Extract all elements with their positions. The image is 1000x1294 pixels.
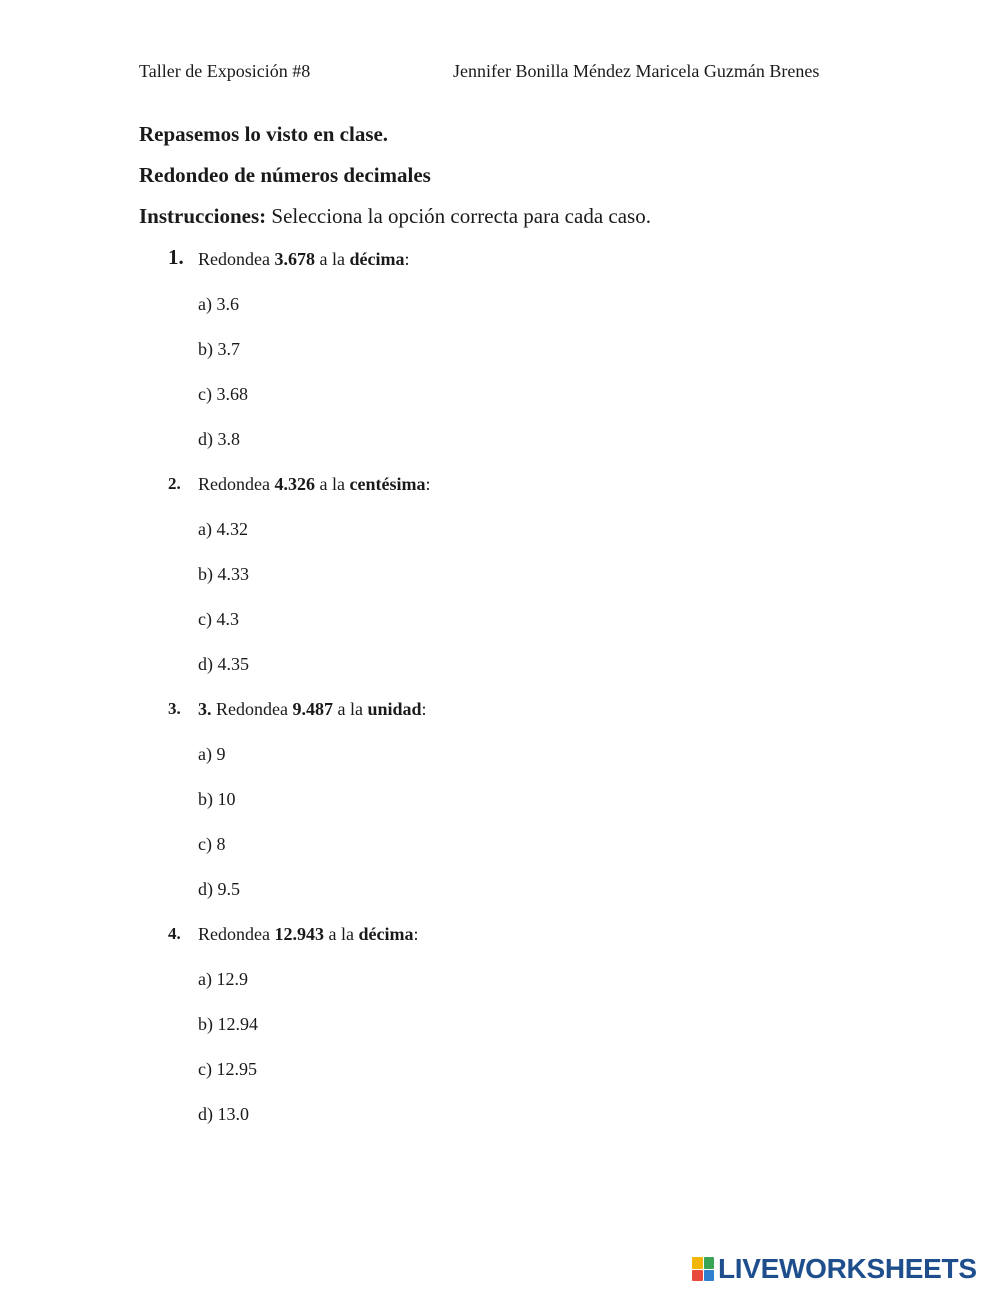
liveworksheets-logo-icon [692, 1257, 714, 1281]
question-value: 4.326 [274, 474, 315, 494]
option-b[interactable]: b) 3.7 [198, 339, 240, 359]
logo-square-3 [692, 1270, 703, 1282]
option-b[interactable]: b) 4.33 [198, 564, 249, 584]
option-d[interactable]: d) 4.35 [198, 654, 249, 674]
option-d[interactable]: d) 9.5 [198, 879, 240, 899]
option-c[interactable]: c) 8 [198, 834, 226, 854]
question-text [198, 923, 418, 945]
option-a[interactable]: a) 3.6 [198, 294, 239, 314]
question-verb: Redondea [198, 249, 275, 269]
option-a[interactable]: a) 12.9 [198, 969, 248, 989]
instructions-text: Selecciona la opción correcta para cada caso. [266, 204, 651, 228]
question-value: 9.487 [292, 699, 333, 719]
header-left-title: Taller de Exposición #8 [139, 61, 311, 81]
option-c[interactable]: c) 3.68 [198, 384, 248, 404]
question-place: décima [349, 249, 405, 269]
liveworksheets-logo-text: LIVEWORKSHEETS [718, 1253, 977, 1284]
question-middle: a la [323, 924, 359, 944]
logo-square-2 [704, 1257, 715, 1269]
question-text [198, 473, 430, 495]
header-authors: Jennifer Bonilla Méndez Maricela Guzmán Brenes [453, 61, 820, 81]
question-number: 3. [168, 699, 181, 718]
option-b[interactable]: b) 12.94 [198, 1014, 258, 1034]
question-number: 4. [168, 924, 181, 943]
question-suffix: : [425, 474, 431, 494]
option-c[interactable]: c) 4.3 [198, 609, 239, 629]
question-value: 12.943 [274, 924, 324, 944]
question-verb: Redondea [198, 474, 275, 494]
question-verb: Redondea [198, 924, 275, 944]
question-verb: Redondea [211, 699, 293, 719]
question-suffix: : [404, 249, 410, 269]
option-a[interactable]: a) 4.32 [198, 519, 248, 539]
question-place: centésima [349, 474, 426, 494]
instructions-label: Instrucciones: [139, 204, 267, 228]
option-d[interactable]: d) 3.8 [198, 429, 240, 449]
question-text [198, 248, 409, 270]
question-middle: a la [314, 474, 350, 494]
question-value: 3.678 [274, 249, 315, 269]
question-inline-number: 3. [198, 699, 212, 719]
question-suffix: : [421, 699, 427, 719]
question-place: unidad [367, 699, 422, 719]
liveworksheets-logo [692, 1253, 977, 1285]
question-text [198, 698, 427, 720]
question-suffix: : [413, 924, 419, 944]
question-number: 2. [168, 474, 181, 493]
question-middle: a la [332, 699, 368, 719]
option-d[interactable]: d) 13.0 [198, 1104, 249, 1124]
option-c[interactable]: c) 12.95 [198, 1059, 257, 1079]
instructions [139, 203, 651, 229]
question-place: décima [358, 924, 414, 944]
option-a[interactable]: a) 9 [198, 744, 226, 764]
question-middle: a la [314, 249, 350, 269]
logo-square-4 [704, 1270, 715, 1282]
topic-heading: Redondeo de números decimales [139, 163, 431, 187]
question-number: 1. [168, 245, 184, 269]
option-b[interactable]: b) 10 [198, 789, 236, 809]
review-heading: Repasemos lo visto en clase. [139, 122, 389, 146]
logo-square-1 [692, 1257, 703, 1269]
